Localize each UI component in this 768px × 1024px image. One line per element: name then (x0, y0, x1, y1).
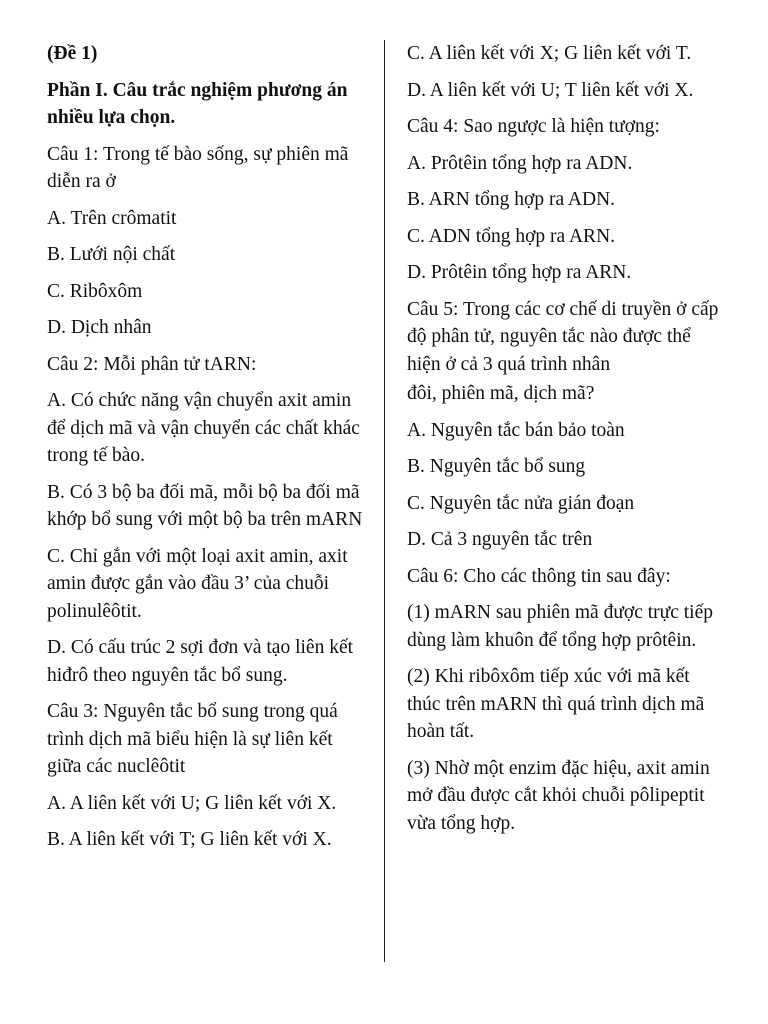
statement-1: (1) mARN sau phiên mã được trực tiếp dùng làm khuôn để tổng hợp prôtêin. (407, 602, 714, 651)
exam-title: (Đề 1) (47, 43, 98, 64)
question-1-option-a: A. Trên crômatit (47, 207, 177, 229)
question-3-option-c: C. A liên kết với X; G liên kết với T. (407, 43, 692, 64)
left-column (47, 40, 369, 863)
question-4: Câu 4: Sao ngược là hiện tượng: (407, 116, 660, 137)
question-5-option-c: C. Nguyên tắc nửa gián đoạn (407, 492, 635, 514)
question-1-option-b: B. Lưới nội chất (47, 244, 176, 265)
question-1-option-d: D. Dịch nhân (47, 317, 152, 338)
question-6: Câu 6: Cho các thông tin sau đây: (407, 565, 671, 587)
question-5-option-d: D. Cả 3 nguyên tắc trên (407, 529, 593, 550)
question-1: Câu 1: Trong tế bào sống, sự phiên mã diễn ra ở (47, 143, 349, 192)
question-5: Câu 5: Trong các cơ chế di truyền ở cấp độ phân tử, nguyên tắc nào được thể hiện ở cả 3 quá trình nhân (407, 298, 719, 375)
question-2-option-b: B. Có 3 bộ ba đối mã, mỗi bộ ba đối mã khớp bổ sung với một bộ ba trên mARN (47, 481, 363, 530)
question-2: Câu 2: Mỗi phân tử tARN: (47, 353, 257, 375)
statement-3: (3) Nhờ một enzim đặc hiệu, axit amin mở đầu được cắt khỏi chuỗi pôlipeptit vừa tổng hợp. (407, 757, 710, 834)
question-5-continuation: đôi, phiên mã, dịch mã? (407, 383, 595, 404)
question-3-option-d: D. A liên kết với U; T liên kết với X. (407, 79, 694, 101)
question-4-option-c: C. ADN tổng hợp ra ARN. (407, 225, 616, 247)
right-column (407, 40, 725, 846)
question-3-option-a: A. A liên kết với U; G liên kết với X. (47, 792, 337, 814)
question-4-option-d: D. Prôtêin tổng hợp ra ARN. (407, 262, 632, 283)
question-5-option-a: A. Nguyên tắc bán bảo toàn (407, 419, 625, 441)
section-heading: Phần I. Câu trắc nghiệm phương án nhiều lựa chọn. (47, 79, 348, 128)
question-2-option-a: A. Có chức năng vận chuyển axit amin để dịch mã và vận chuyển các chất khác trong tế bào. (47, 390, 360, 466)
statement-2: (2) Khi ribôxôm tiếp xúc với mã kết thúc trên mARN thì quá trình dịch mã hoàn tất. (407, 666, 705, 742)
question-2-option-c: C. Chỉ gắn với một loại axit amin, axit amin được gắn vào đầu 3’ của chuỗi polinulêôtit. (47, 545, 348, 622)
question-3-option-b: B. A liên kết với T; G liên kết với X. (47, 829, 332, 850)
question-5-option-b: B. Nguyên tắc bổ sung (407, 456, 586, 477)
question-2-option-d: D. Có cấu trúc 2 sợi đơn và tạo liên kết hiđrô theo nguyên tắc bổ sung. (47, 637, 354, 686)
question-4-option-b: B. ARN tổng hợp ra ADN. (407, 189, 616, 210)
question-4-option-a: A. Prôtêin tổng hợp ra ADN. (407, 152, 633, 174)
question-1-option-c: C. Ribôxôm (47, 280, 143, 302)
question-3: Câu 3: Nguyên tắc bổ sung trong quá trình dịch mã biểu hiện là sự liên kết giữa các nuclêôtit (47, 701, 338, 777)
column-divider (384, 40, 385, 962)
